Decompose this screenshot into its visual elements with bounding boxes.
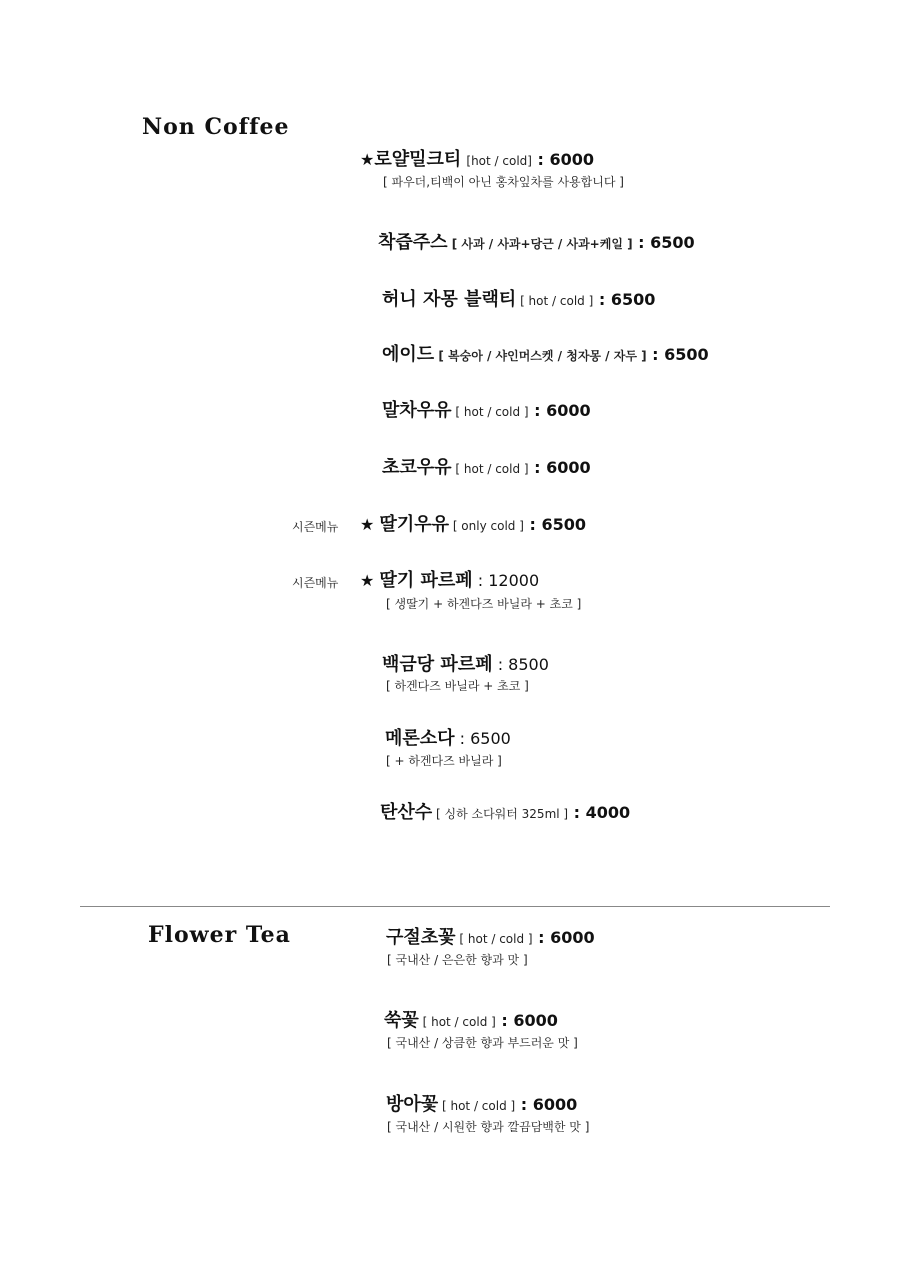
item-options: [ hot / cold ] bbox=[418, 1015, 496, 1029]
item-price: : 6000 bbox=[528, 458, 591, 477]
item-description: [ 생딸기 + 하겐다즈 바닐라 + 초코 ] bbox=[386, 597, 582, 611]
item-options: [ hot / cold ] bbox=[455, 932, 533, 946]
item-name: 딸기 파르페 bbox=[379, 570, 473, 591]
item-name: 로얄밀크티 bbox=[374, 149, 462, 170]
menu-item bbox=[382, 654, 549, 676]
menu-item bbox=[386, 927, 595, 950]
item-name: 에이드 bbox=[382, 344, 435, 365]
item-name: 탄산수 bbox=[380, 802, 433, 823]
item-price: : 6500 bbox=[646, 345, 709, 364]
section-title-flower-tea: Flower Tea bbox=[148, 922, 291, 948]
item-description: [ 국내산 / 은은한 향과 맛 ] bbox=[387, 953, 528, 967]
item-price: : 6500 bbox=[523, 515, 586, 534]
menu-item bbox=[384, 1010, 558, 1033]
item-price: : 6500 bbox=[593, 290, 656, 309]
item-description: [ 파우더,티백이 아닌 홍차잎차를 사용합니다 ] bbox=[383, 175, 624, 189]
menu-item bbox=[380, 802, 630, 825]
menu-item bbox=[382, 344, 709, 367]
item-price: : 6500 bbox=[632, 233, 695, 252]
item-name: 구절초꽃 bbox=[386, 927, 456, 948]
star-icon: ★ bbox=[360, 571, 375, 590]
item-description: [ 하겐다즈 바닐라 + 초코 ] bbox=[386, 679, 529, 693]
item-name: 쑥꽃 bbox=[384, 1010, 419, 1031]
menu-item bbox=[382, 457, 591, 480]
item-name: 말차우유 bbox=[382, 400, 452, 421]
item-options: [hot / cold] bbox=[466, 154, 532, 168]
star-icon: ★ bbox=[360, 150, 375, 169]
item-options: [ hot / cold ] bbox=[516, 294, 594, 308]
section-divider bbox=[80, 906, 830, 907]
item-options: [ hot / cold ] bbox=[438, 1099, 516, 1113]
item-options: [ hot / cold ] bbox=[451, 462, 529, 476]
item-description: [ 국내산 / 상큼한 향과 부드러운 맛 ] bbox=[387, 1036, 578, 1050]
item-options: [ 싱하 소다워터 325ml ] bbox=[432, 807, 569, 821]
menu-item bbox=[360, 149, 594, 172]
item-name: 딸기우유 bbox=[379, 514, 449, 535]
menu-item bbox=[360, 514, 586, 537]
menu-item bbox=[385, 728, 511, 750]
item-price: : 6500 bbox=[454, 729, 511, 748]
item-price: : 4000 bbox=[568, 803, 631, 822]
item-price: : 6000 bbox=[515, 1095, 578, 1114]
item-options: [ hot / cold ] bbox=[451, 405, 529, 419]
item-name: 허니 자몽 블랙티 bbox=[382, 289, 517, 310]
menu-item bbox=[360, 570, 539, 592]
menu-item bbox=[382, 400, 591, 423]
item-name: 백금당 파르페 bbox=[382, 654, 493, 675]
item-name: 착즙주스 bbox=[378, 232, 448, 253]
menu-item bbox=[386, 1094, 577, 1117]
item-price: : 12000 bbox=[472, 571, 540, 590]
item-price: : 6000 bbox=[495, 1011, 558, 1030]
item-price: : 6000 bbox=[532, 928, 595, 947]
item-price: : 6000 bbox=[531, 150, 595, 169]
menu-item bbox=[382, 289, 655, 312]
star-icon: ★ bbox=[360, 515, 375, 534]
item-description: [ 국내산 / 시원한 향과 깔끔담백한 맛 ] bbox=[387, 1120, 590, 1134]
menu-item bbox=[378, 232, 695, 255]
item-description: [ + 하겐다즈 바닐라 ] bbox=[386, 754, 502, 768]
item-options: [ 사과 / 사과+당근 / 사과+케일 ] bbox=[447, 237, 633, 251]
section-title-non-coffee: Non Coffee bbox=[142, 114, 290, 140]
item-price: : 8500 bbox=[492, 655, 549, 674]
season-menu-label: 시즌메뉴 bbox=[292, 520, 339, 534]
item-name: 방아꽃 bbox=[386, 1094, 439, 1115]
item-name: 메론소다 bbox=[385, 728, 455, 749]
season-menu-label: 시즌메뉴 bbox=[292, 576, 339, 590]
item-options: [ only cold ] bbox=[449, 519, 524, 533]
item-price: : 6000 bbox=[528, 401, 591, 420]
item-name: 초코우유 bbox=[382, 457, 452, 478]
item-options: [ 복숭아 / 샤인머스켓 / 청자몽 / 자두 ] bbox=[434, 349, 647, 363]
